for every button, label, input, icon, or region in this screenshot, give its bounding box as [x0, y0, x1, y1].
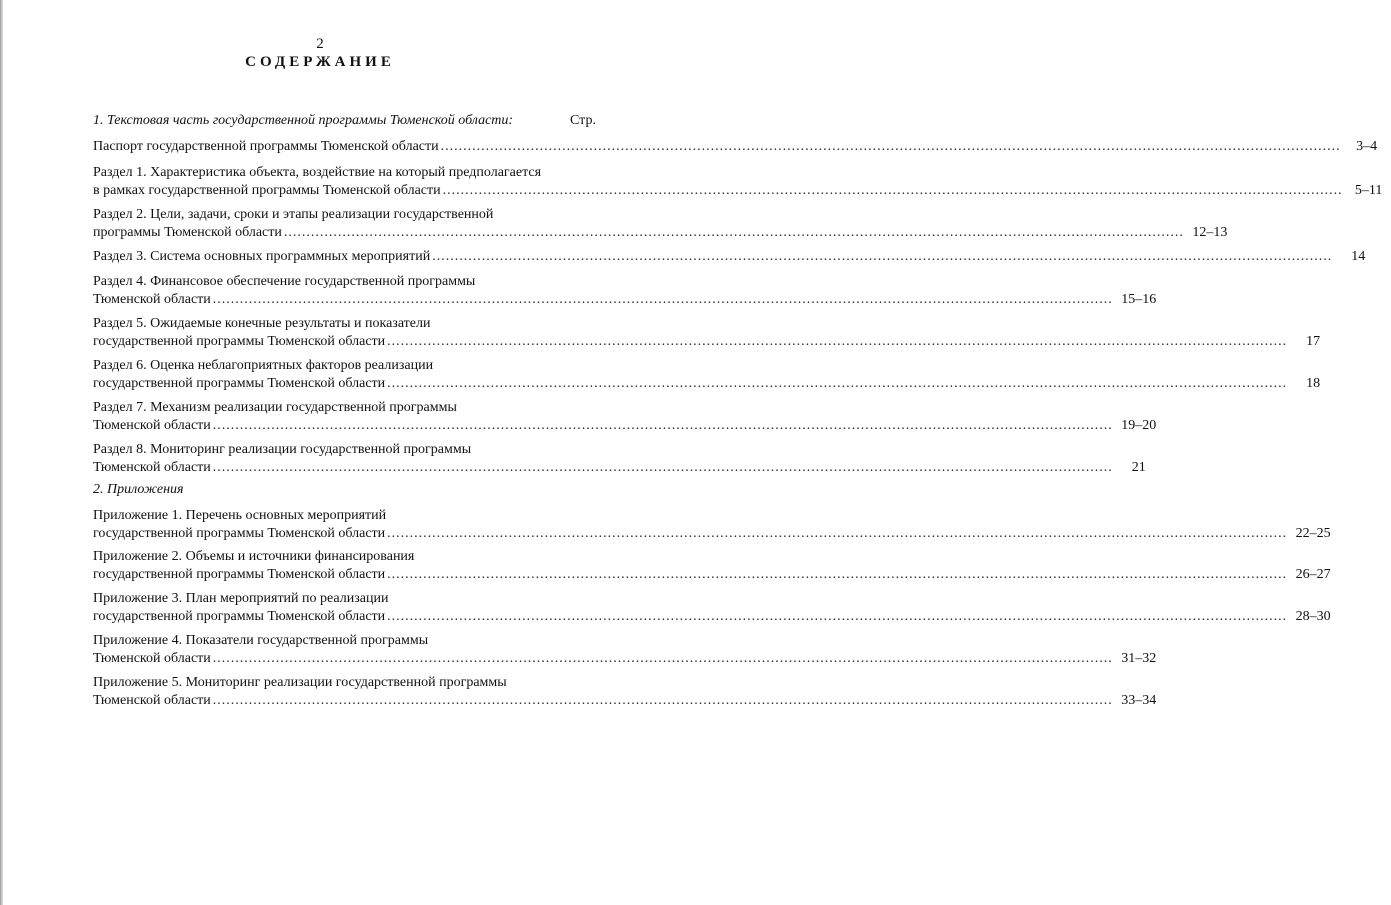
toc-entry[interactable] — [93, 674, 1157, 710]
toc-entry-text: программы Тюменской области — [93, 225, 282, 240]
leader-dots: ........................................................................................................................................................................................................ — [387, 376, 1288, 391]
toc-entry-text: Паспорт государственной программы Тюменской области — [93, 139, 439, 154]
leader-dots: ........................................................................................................................................................................................................ — [212, 292, 1113, 307]
leader-dots: ........................................................................................................................................................................................................ — [440, 139, 1341, 154]
toc-entry[interactable] — [93, 315, 1321, 351]
leader-dots: ........................................................................................................................................................................................................ — [212, 693, 1113, 708]
toc-entry[interactable] — [93, 248, 1366, 266]
toc-entry-text: Тюменской области — [93, 292, 211, 307]
toc-entry-pages: 28–30 — [1295, 609, 1331, 624]
toc-entry-text: государственной программы Тюменской области — [93, 334, 386, 349]
toc-entry-text: Раздел 1. Характеристика объекта, воздействие на который предполагается — [93, 165, 542, 180]
leader-dots: ........................................................................................................................................................................................................ — [387, 334, 1288, 349]
toc-entry[interactable] — [93, 206, 1228, 242]
toc-entry-text: Раздел 3. Система основных программных мероприятий — [93, 249, 431, 264]
toc-entry-text: Тюменской области — [93, 693, 211, 708]
toc-entry-pages: 3–4 — [1356, 139, 1378, 154]
toc-entry[interactable] — [93, 590, 1331, 626]
leader-dots: ........................................................................................................................................................................................................ — [283, 225, 1184, 240]
toc-entry[interactable] — [93, 273, 1157, 309]
toc-entry-pages: 17 — [1306, 334, 1321, 349]
toc-entry[interactable] — [93, 507, 1331, 543]
toc-entry-pages: 5–11 — [1354, 183, 1383, 198]
toc-entry[interactable] — [93, 548, 1331, 584]
leader-dots: ........................................................................................................................................................................................................ — [432, 249, 1333, 264]
toc-entry-pages: 14 — [1351, 249, 1366, 264]
toc-entry-text: Раздел 8. Мониторинг реализации государственной программы — [93, 442, 472, 457]
toc-entry-pages: 33–34 — [1121, 693, 1157, 708]
leader-dots: ........................................................................................................................................................................................................ — [442, 183, 1343, 198]
toc-entry[interactable] — [93, 441, 1146, 477]
toc-entry-pages: 15–16 — [1121, 292, 1157, 307]
toc-entry-pages: 12–13 — [1192, 225, 1228, 240]
toc-entry[interactable] — [93, 138, 1378, 156]
page-number: 2 — [316, 36, 324, 52]
toc-entry-text: Приложение 1. Перечень основных мероприятий — [93, 508, 387, 523]
pages-column-header: Стр. — [570, 113, 596, 128]
toc-entry-pages: 21 — [1131, 460, 1146, 475]
section-heading-appendices: 2. Приложения — [93, 482, 184, 497]
toc-entry-text: в рамках государственной программы Тюменской области — [93, 183, 441, 198]
toc-entry-text: Тюменской области — [93, 418, 211, 433]
leader-dots: ........................................................................................................................................................................................................ — [387, 526, 1288, 541]
leader-dots: ........................................................................................................................................................................................................ — [212, 418, 1113, 433]
toc-entry-pages: 19–20 — [1121, 418, 1157, 433]
toc-entry-pages: 22–25 — [1295, 526, 1331, 541]
toc-entry-text: Приложение 2. Объемы и источники финансирования — [93, 549, 415, 564]
toc-entry[interactable] — [93, 357, 1321, 393]
toc-entry-text: Тюменской области — [93, 460, 211, 475]
leader-dots: ........................................................................................................................................................................................................ — [212, 651, 1113, 666]
leader-dots: ........................................................................................................................................................................................................ — [387, 609, 1288, 624]
toc-entry-text: Приложение 5. Мониторинг реализации государственной программы — [93, 675, 507, 690]
toc-entry-text: государственной программы Тюменской области — [93, 376, 386, 391]
toc-entry-text: государственной программы Тюменской области — [93, 526, 386, 541]
toc-entry-text: Раздел 6. Оценка неблагоприятных факторов реализации — [93, 358, 434, 373]
toc-entry[interactable] — [93, 164, 1383, 200]
section-heading-text-part: 1. Текстовая часть государственной программы Тюменской области: — [93, 113, 514, 128]
toc-entry-pages: 26–27 — [1295, 567, 1331, 582]
toc-entry-text: государственной программы Тюменской области — [93, 567, 386, 582]
toc-entry[interactable] — [93, 632, 1157, 668]
toc-entry-text: Приложение 3. План мероприятий по реализации — [93, 591, 389, 606]
toc-entry-text: Раздел 2. Цели, задачи, сроки и этапы реализации государственной — [93, 207, 494, 222]
toc-entry-pages: 18 — [1306, 376, 1321, 391]
toc-entry-pages: 31–32 — [1121, 651, 1157, 666]
toc-entry[interactable] — [93, 399, 1157, 435]
toc-entry-text: Раздел 4. Финансовое обеспечение государственной программы — [93, 274, 476, 289]
toc-entry-text: Раздел 5. Ожидаемые конечные результаты и показатели — [93, 316, 431, 331]
toc-entry-text: государственной программы Тюменской области — [93, 609, 386, 624]
leader-dots: ........................................................................................................................................................................................................ — [387, 567, 1288, 582]
leader-dots: ........................................................................................................................................................................................................ — [212, 460, 1113, 475]
toc-entry-text: Тюменской области — [93, 651, 211, 666]
page-title: СОДЕРЖАНИЕ — [245, 54, 395, 70]
toc-entry-text: Приложение 4. Показатели государственной программы — [93, 633, 429, 648]
toc-entry-text: Раздел 7. Механизм реализации государственной программы — [93, 400, 457, 415]
scan-edge — [0, 0, 3, 905]
